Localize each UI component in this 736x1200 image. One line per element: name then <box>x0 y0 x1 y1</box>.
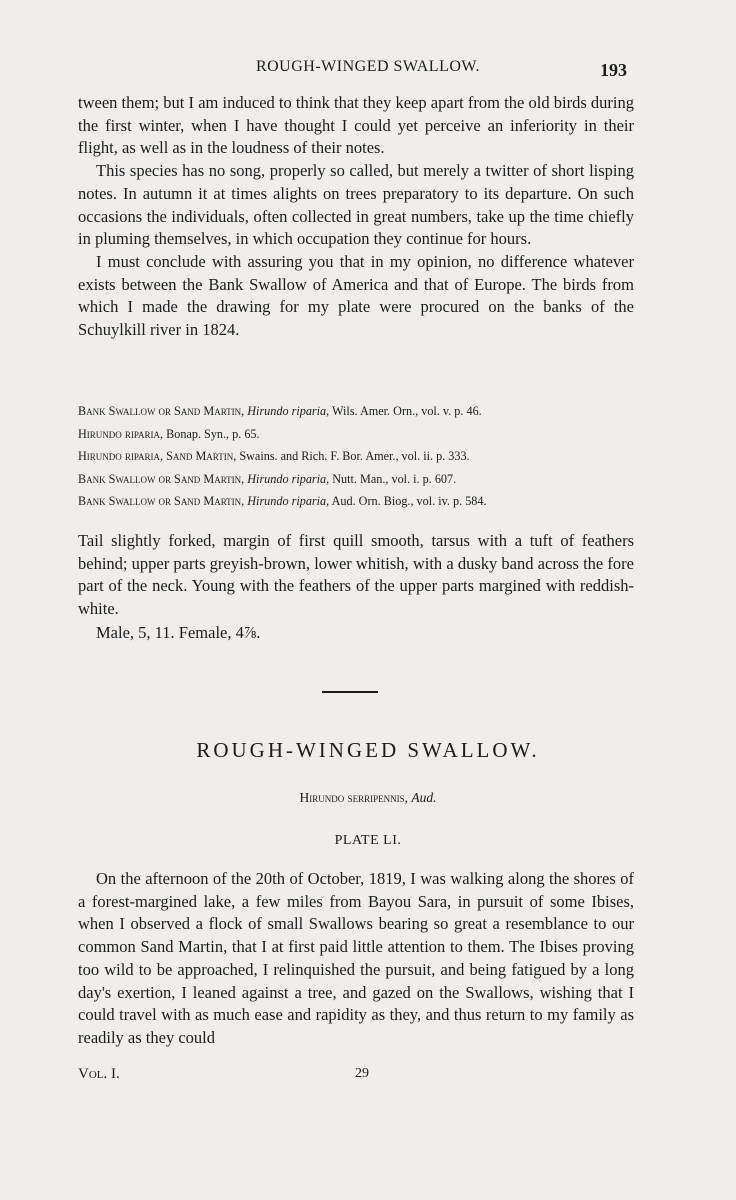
reference-name: Bank Swallow or Sand Martin, <box>78 404 245 418</box>
reference-line <box>78 490 638 513</box>
reference-line <box>78 400 638 423</box>
reference-source: Nutt. Man., vol. i. p. 607. <box>332 471 457 486</box>
reference-species: Hirundo riparia, <box>247 494 330 508</box>
scientific-name: Hirundo serripennis, <box>299 790 408 805</box>
reference-line <box>78 445 638 468</box>
reference-source: Bonap. Syn., p. 65. <box>166 426 260 441</box>
measurements: Male, 5, 11. Female, 4⅞. <box>96 623 261 642</box>
reference-species: Hirundo riparia, <box>247 404 330 418</box>
intro-paragraph-2: This species has no song, properly so called, but merely a twitter of short lisping notes. In autumn it at times alights on trees preparatory to its departure. On such occasions the individuals, often collected in great numbers, take up the time chiefly in pluming themselves, in which occupation they continue for hours. <box>78 161 634 249</box>
reference-name: Bank Swallow or Sand Martin, <box>78 494 245 508</box>
reference-name: Hirundo riparia, Sand Martin, <box>78 449 237 463</box>
narrative-text <box>78 868 634 1050</box>
reference-source: Wils. Amer. Orn., vol. v. p. 46. <box>332 404 482 418</box>
intro-paragraph-3: I must conclude with assuring you that in my opinion, no difference whatever exists between the Bank Swallow of America and that of Europe. The birds from which I made the drawing for my plate were procured on the banks of the Schuylkill river in 1824. <box>78 251 634 340</box>
intro-paragraph-1: tween them; but I am induced to think that they keep apart from the old birds during the first winter, when I have thought I could yet perceive an inferiority in their flight, as well as in the loudness of their notes. <box>78 93 634 158</box>
reference-line <box>78 423 638 446</box>
reference-name: Hirundo riparia, <box>78 426 164 441</box>
description-paragraph: Tail slightly forked, margin of first quill smooth, tarsus with a tuft of feathers behind; upper parts greyish-brown, lower whitish, with a dusky band across the fore part of the neck. Young with the feathers of the upper parts margined with reddish-white. <box>78 531 634 619</box>
reference-source: Swains. and Rich. F. Bor. Amer., vol. ii. p. 333. <box>239 449 470 463</box>
reference-species: Hirundo riparia, <box>247 471 330 486</box>
section-divider <box>322 691 378 693</box>
footer-signature: 29 <box>355 1066 369 1081</box>
plate-label: PLATE LI. <box>334 833 402 848</box>
authority: Aud. <box>411 790 437 805</box>
reference-source: Aud. Orn. Biog., vol. iv. p. 584. <box>331 494 487 508</box>
scientific-name-line <box>0 790 736 806</box>
narrative-paragraph: On the afternoon of the 20th of October, 1819, I was walking along the shores of a forest-margined lake, a few miles from Bayou Sara, in pursuit of some Ibises, when I observed a flock of small Swallows bearing so great a resemblance to our common Sand Martin, that I at first paid little attention to them. The Ibises proving too wild to be approached, I relinquished the pursuit, and being fatigued by a long day's exertion, I leaned against a tree, and gazed on the Swallows, wishing that I could travel with as much ease and rapidity as they, and thus return to my family as readily as they could <box>78 869 634 1047</box>
synonymy-references <box>78 400 638 513</box>
footer-volume: Vol. I. <box>78 1066 120 1082</box>
section-title: ROUGH-WINGED SWALLOW. <box>196 738 540 762</box>
running-header-title: ROUGH-WINGED SWALLOW. <box>255 58 481 75</box>
reference-line <box>78 468 638 491</box>
species-description <box>78 530 634 621</box>
intro-text <box>78 92 634 342</box>
reference-name: Bank Swallow or Sand Martin, <box>78 471 245 486</box>
page-number: 193 <box>600 60 627 80</box>
